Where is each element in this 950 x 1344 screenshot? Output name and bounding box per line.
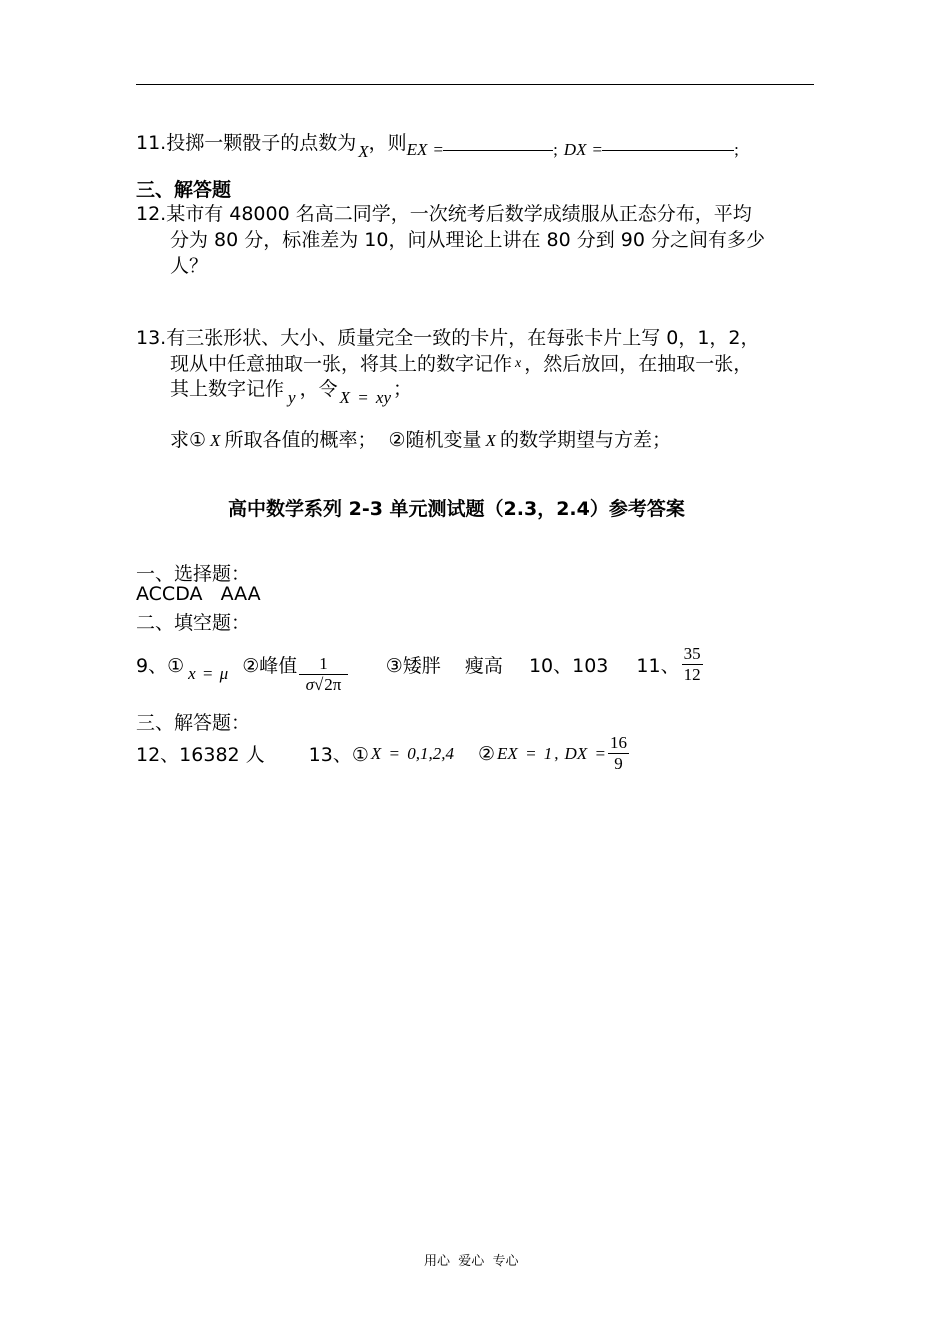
q13-line2-text-b: ，然后放回，在抽取一张，	[524, 353, 753, 375]
a9-peak-fraction	[299, 655, 348, 694]
answer-12-13	[136, 734, 629, 773]
q11-dx-blank[interactable]	[602, 132, 734, 151]
q12-line-3: 人？	[170, 255, 209, 277]
q11-number: 11.	[136, 132, 167, 154]
q13-line4-text-b: 所取各值的概率；	[224, 429, 377, 451]
a11-denominator: 12	[683, 665, 701, 684]
a13-values: X = 0,1,2,4	[370, 743, 454, 763]
a13-label: 13、①	[308, 744, 369, 766]
q12-line-2: 分为 80 分，标准差为 10，问从理论上讲在 80 分到 90 分之间有多少	[170, 229, 765, 251]
a9-frac-denominator	[306, 675, 342, 694]
a13-denominator: 9	[614, 754, 623, 773]
answers-section-2-title: 二、填空题：	[136, 612, 251, 634]
a11-label: 11、	[636, 655, 680, 677]
a13-dx: DX =	[564, 743, 606, 763]
q11-sep: ;	[553, 140, 558, 159]
a9-peak-label: ②峰值	[242, 655, 298, 677]
q11-var-x: X	[358, 142, 369, 161]
q13-line3-end: ；	[393, 378, 413, 400]
a9-sqrt-content: 2π	[324, 675, 342, 694]
a11-numerator: 35	[683, 644, 701, 663]
q11-end: ;	[734, 140, 739, 159]
page-footer: 用心 爱心 专心	[424, 1254, 519, 1269]
a9-frac-numerator: 1	[299, 655, 348, 675]
q13-var-x: x	[515, 356, 522, 371]
a13-fraction	[608, 734, 629, 773]
q13-line2-text-a: 现从中任意抽取一张，将其上的数字记作	[170, 353, 513, 375]
q11-dx-eq: =	[592, 140, 603, 159]
q13-line4-text-c: ②随机变量	[388, 429, 482, 451]
sqrt-icon: √	[313, 675, 324, 694]
q11-text-b: ，则	[368, 132, 407, 154]
a13-ex: EX = 1	[497, 743, 553, 763]
q11-ex-blank[interactable]	[443, 132, 553, 151]
a13-numerator: 16	[609, 733, 627, 752]
q13-var-y: y	[288, 388, 296, 407]
answer-10: 10、103	[528, 655, 609, 677]
a9-label: 9、①	[136, 655, 185, 677]
q13-line4-text-d: 的数学期望与方差；	[499, 429, 671, 451]
q11-dx: DX	[563, 140, 587, 159]
q13-line3-text-b: ，令	[299, 378, 338, 400]
answers-section-3-title: 三、解答题：	[136, 712, 251, 734]
header-rule	[136, 84, 814, 85]
q11-text-a: 投掷一颗骰子的点数为	[166, 132, 357, 154]
a13-part2: ②	[478, 742, 496, 765]
q13-line3-text-a: 其上数字记作	[170, 378, 285, 400]
a9-equation: x = μ	[188, 663, 229, 683]
answers-section-1-title: 一、选择题：	[136, 563, 251, 585]
q13-line-1: 13.有三张形状、大小、质量完全一致的卡片，在每张卡片上写 0，1，2，	[136, 327, 760, 349]
q13-var-X1: X	[210, 431, 221, 450]
a11-fraction	[682, 645, 703, 684]
q11-ex: EX	[406, 140, 428, 159]
question-11	[136, 128, 739, 161]
a9-shape: ③矮胖 瘦高	[385, 655, 503, 677]
q13-line-3	[170, 374, 413, 407]
q13-eq: X = xy	[339, 388, 392, 407]
answer-title: 高中数学系列 2-3 单元测试题（2.3，2.4）参考答案	[228, 498, 685, 520]
q11-ex-eq: =	[433, 140, 444, 159]
a13-comma: ,	[554, 743, 559, 763]
q12-line-1: 12.某市有 48000 名高二同学，一次统考后数学成绩服从正态分布，平均	[136, 203, 752, 225]
section-3-title: 三、解答题	[136, 179, 232, 201]
answer-12: 12、16382 人	[136, 744, 265, 766]
answers-section-1-answer: ACCDA AAA	[136, 583, 261, 605]
q13-line4-text-a: 求①	[170, 429, 207, 451]
q13-var-X2: X	[485, 431, 496, 450]
a9-sigma: σ	[305, 675, 314, 694]
q13-line-2	[170, 349, 752, 376]
q13-line-4	[170, 425, 671, 452]
